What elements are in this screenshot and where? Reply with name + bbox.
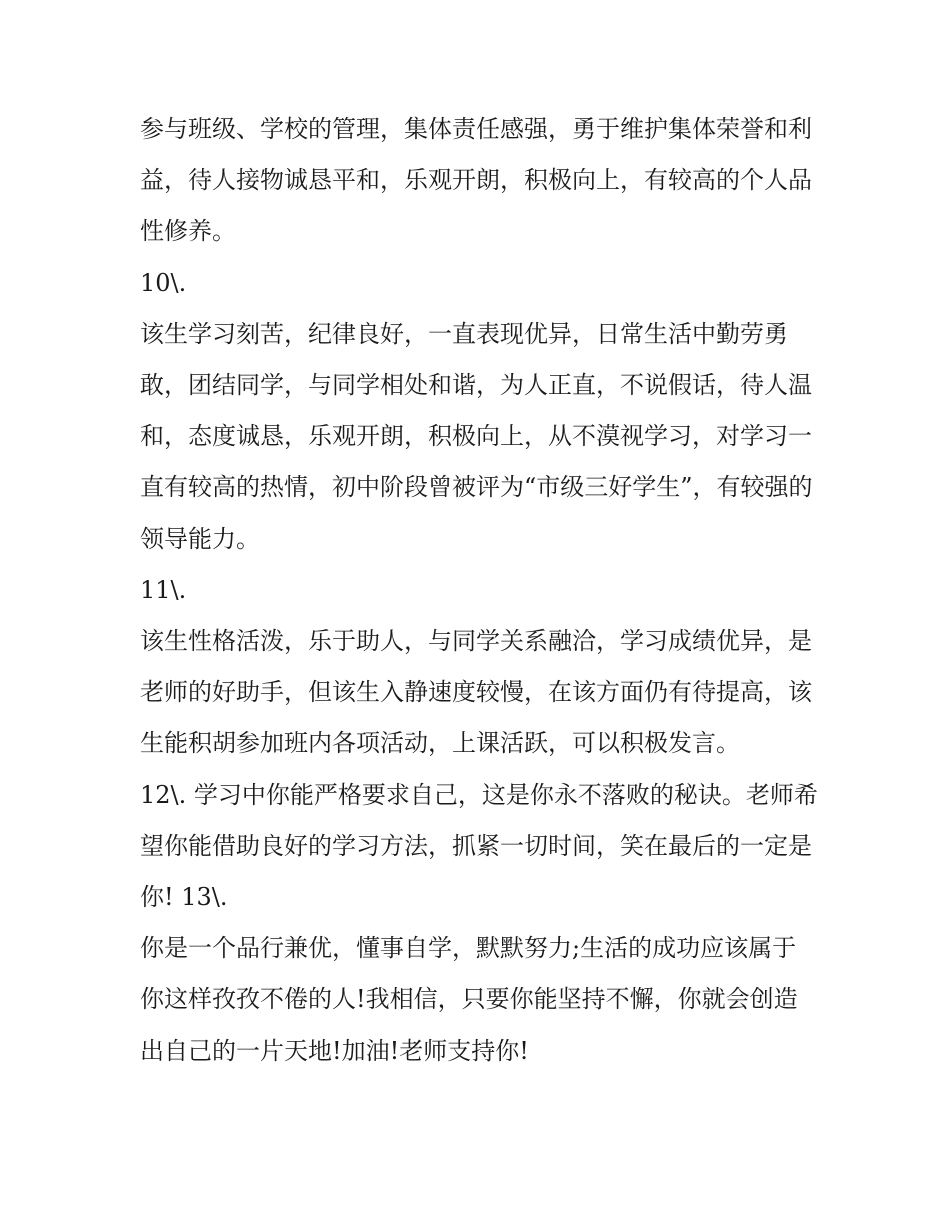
paragraph-lively-student: 该生性格活泼，乐于助人，与同学关系融洽，学习成绩优异，是老师的好助手，但该生入静速度较慢，在该方面仍有待提高，该生能积胡参加班内各项活动，上课活跃，可以积极发言。 <box>140 627 812 758</box>
paragraph-class-management: 参与班级、学校的管理，集体责任感强，勇于维护集体荣誉和利益，待人接物诚恳平和，乐观开朗，积极向上，有较高的个人品性修养。 <box>140 115 812 246</box>
item-number-10: 10\. <box>140 268 187 297</box>
paragraph-diligent-student: 该生学习刻苦，纪律良好，一直表现优异，日常生活中勤劳勇敢，团结同学，与同学相处和谐，为人正直，不说假话，待人温和，态度诚恳，乐观开朗，积极向上，从不漠视学习，对学习一直有较高的热情，初中阶段曾被评为“市级三好学生”，有较强的领导能力。 <box>140 319 813 553</box>
document-body <box>140 104 820 1077</box>
item-number-11: 11\. <box>140 575 187 604</box>
paragraph-item-13: 你是一个品行兼优，懂事自学，默默努力;生活的成功应该属于你这样孜孜不倦的人!我相信，只要你能坚持不懈，你就会创造出自己的一片天地!加油!老师支持你! <box>140 934 798 1065</box>
paragraph-item-12: 12\. 学习中你能严格要求自己，这是你永不落败的秘诀。老师希望你能借助良好的学习方法，抓紧一切时间，笑在最后的一定是你! 13\. <box>140 780 818 912</box>
